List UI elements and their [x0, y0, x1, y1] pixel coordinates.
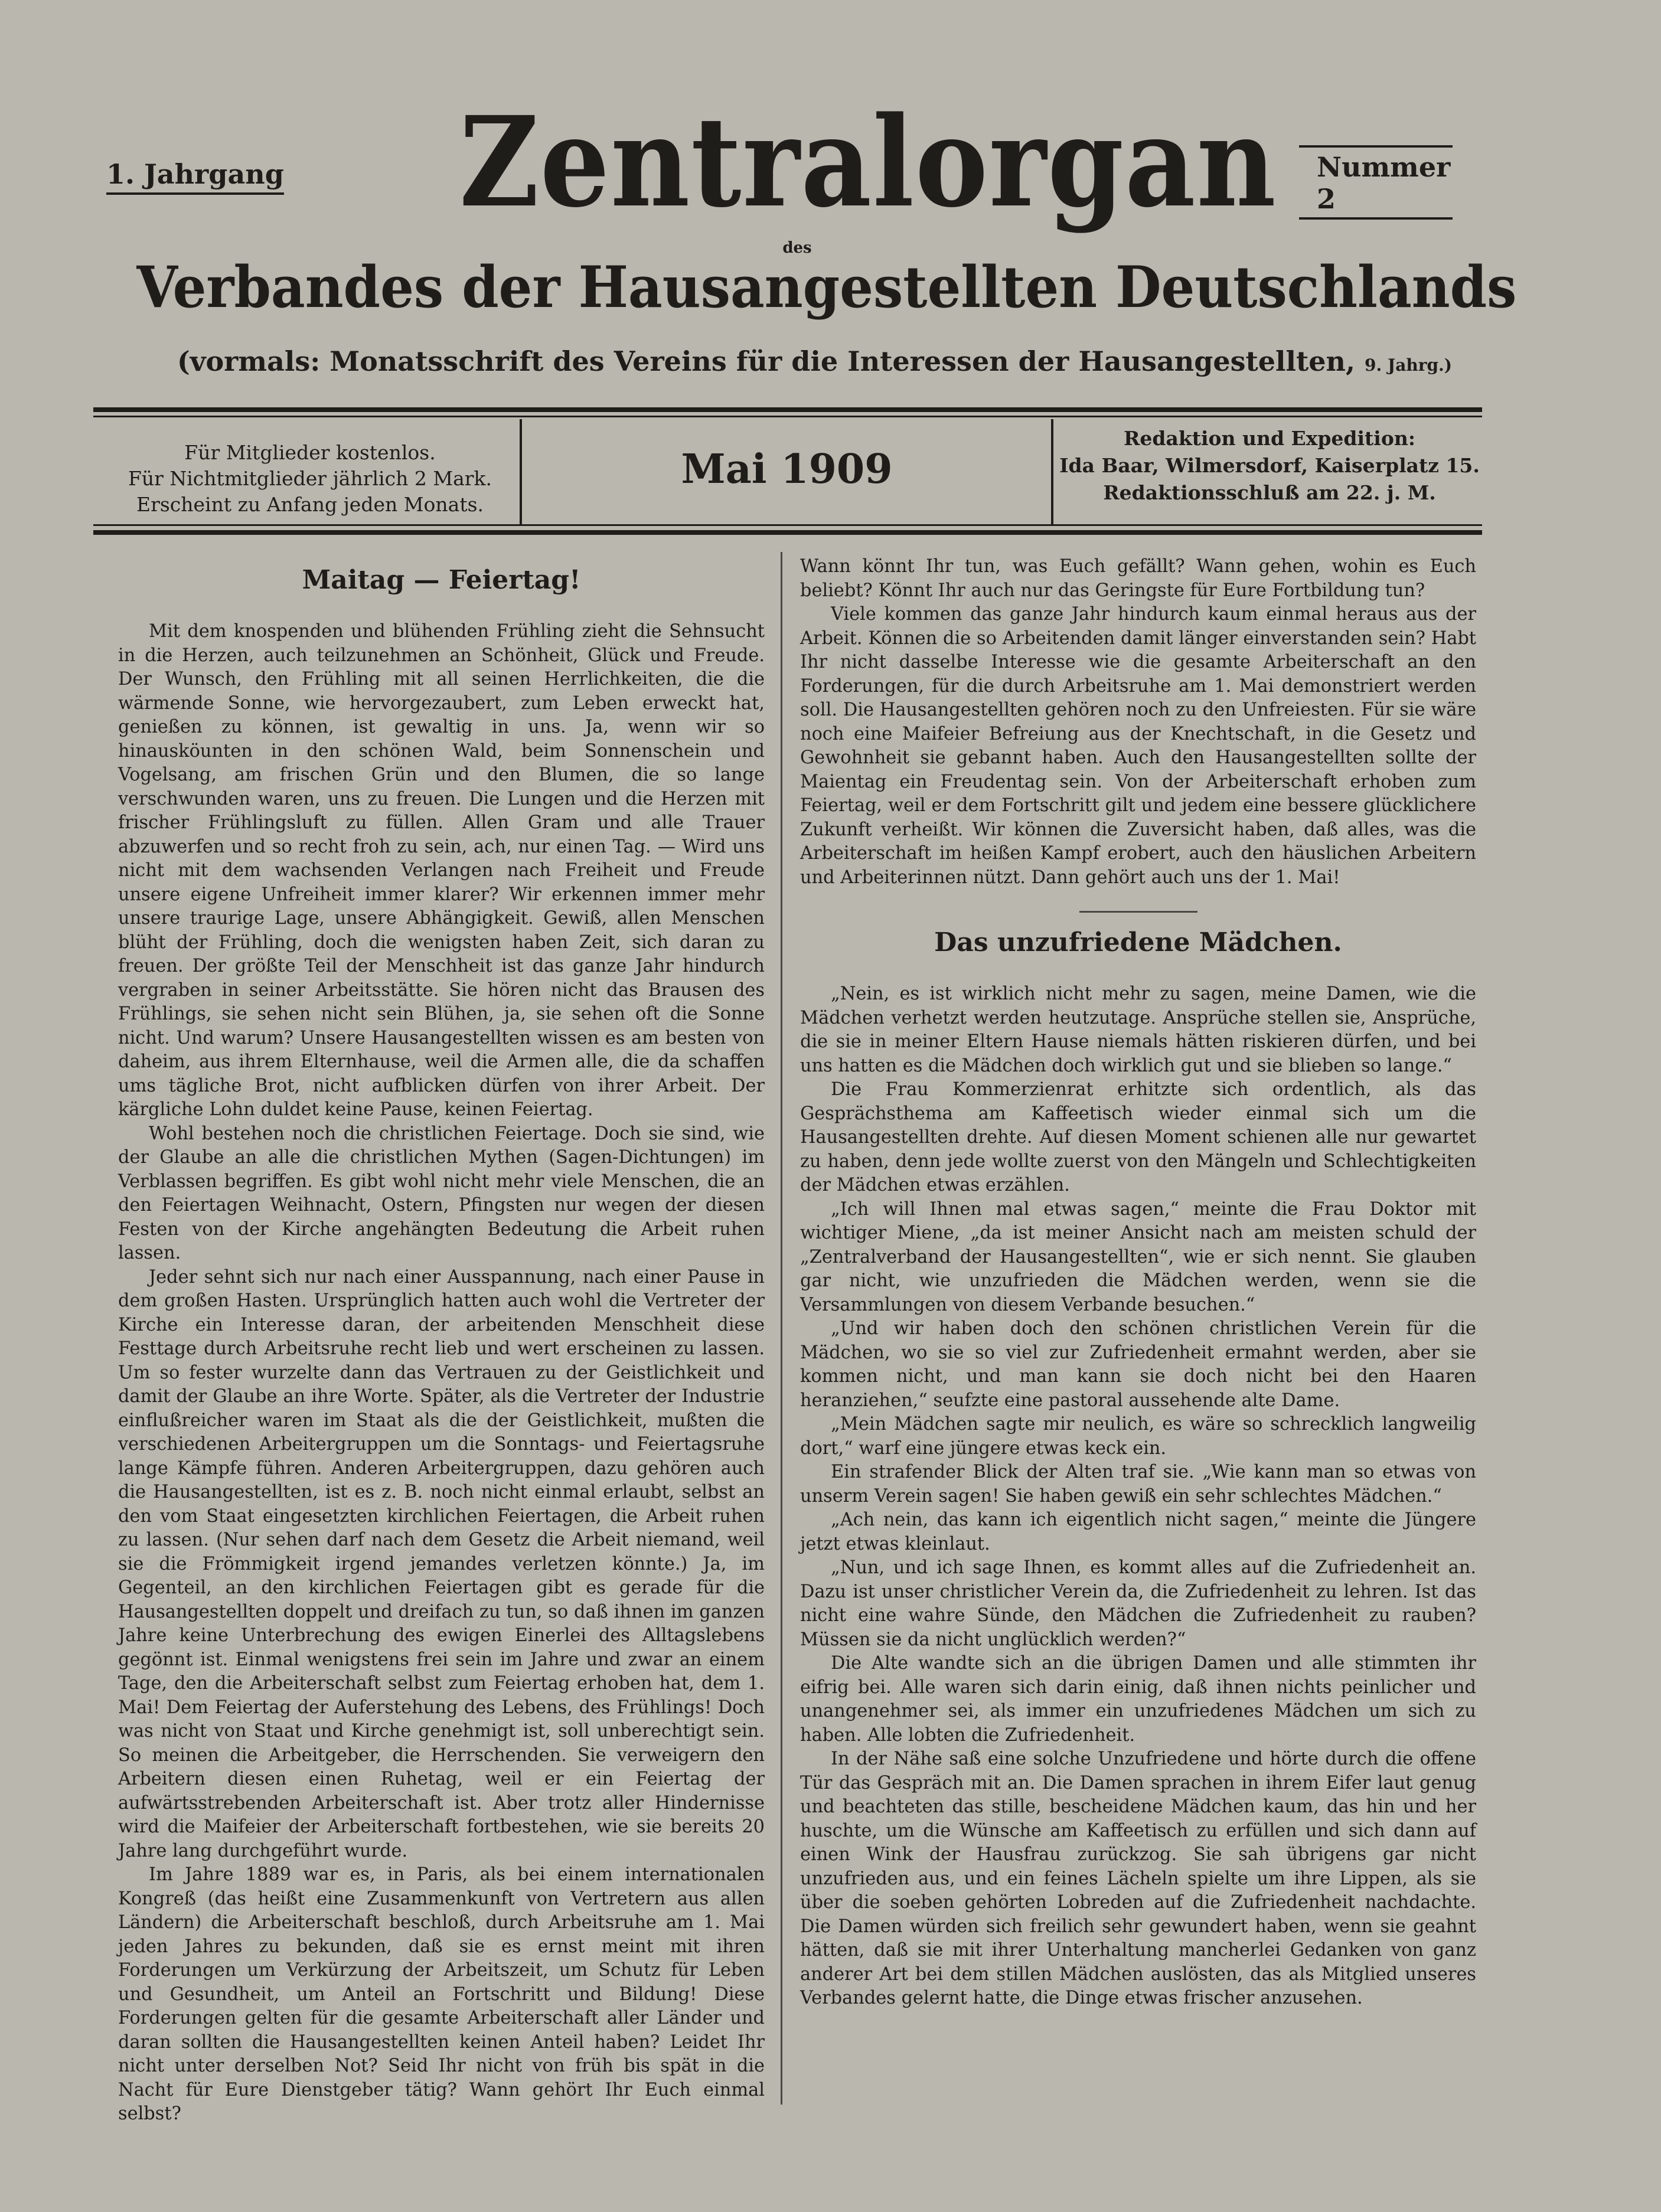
volume-label: 1. Jahrgang: [106, 158, 284, 195]
article-separator: [1079, 911, 1197, 913]
article-paragraph: „Nun, und ich sage Ihnen, es kommt alles auf die Zufriedenheit an. Dazu ist unser christlicher Verein da, die Zufriedenheit zu lehren. Ist das nicht eine wahre Sünde, den Mädchen die Zufriedenheit zu rauben? Müssen sie da nicht unglücklich werden?“: [800, 1557, 1476, 1650]
article-paragraph: Ein strafender Blick der Alten traf sie. „Wie kann man so etwas von unserm Verein sagen! Sie haben gewiß ein sehr schlechtes Mädchen.“: [800, 1462, 1476, 1507]
subscription-line: Für Mitglieder kostenlos.: [184, 441, 436, 464]
article-paragraph: „Ach nein, das kann ich eigentlich nicht sagen,“ meinte die Jüngere jetzt etwas kleinlaut.: [800, 1509, 1476, 1554]
subscription-line: Erscheint zu Anfang jeden Monats.: [136, 493, 484, 516]
subscription-info: [103, 440, 517, 518]
article-paragraph: Die Frau Kommerzienrat erhitzte sich ordentlich, als das Gesprächsthema am Kaffeetisch wieder einmal sich um die Hausangestellten drehte. Auf diesen Moment schienen alle nur gewartet zu haben, denn jede wollte zuerst von den Mängeln und Schlechtigkeiten der Mädchen etwas erzählen.: [800, 1079, 1476, 1195]
title-connector: des: [782, 239, 812, 257]
infobar-divider-left: [520, 419, 522, 524]
article-paragraph: Im Jahre 1889 war es, in Paris, als bei einem internationalen Kongreß (das heißt eine Zusammenkunft von Vertretern aus allen Ländern) die Arbeiterschaft beschloß, durch Arbeitsruhe am 1. Mai jeden Jahres zu bekunden, daß sie es ernst meint mit ihren Forderungen um Verkürzung der Arbeitszeit, um Schutz für Leben und Gesundheit, um Anteil an Fortschritt und Bildung! Diese Forderungen gelten für die gesamte Arbeiterschaft aller Länder und daran sollten die Hausangestellten keinen Anteil haben? Leidet Ihr nicht unter derselben Not? Seid Ihr nicht von früh bis spät in die Nacht für Eure Dienstgeber tätig? Wann gehört Ihr Euch einmal selbst?: [118, 1864, 765, 2124]
article-paragraph: „Ich will Ihnen mal etwas sagen,“ meinte die Frau Doktor mit wichtiger Miene, „da ist meiner Ansicht nach am meisten schuld der „Zentralverband der Hausangestellten“, wie er sich nennt. Sie glauben gar nicht, wie unzufrieden die Mädchen werden, wenn sie die Versammlungen von diesem Verbande besuchen.“: [800, 1198, 1476, 1315]
article-paragraph: „Nein, es ist wirklich nicht mehr zu sagen, meine Damen, wie die Mädchen verhetzt werden heutzutage. Ansprüche stellen sie, Ansprüche, die sie in meiner Eltern Hause niemals hätten riskieren dürfen, und bei uns hatten es die Mädchen doch wirklich gut und sie blieben so lange.“: [800, 984, 1476, 1076]
issue-number: Nummer 2: [1299, 145, 1453, 220]
subscription-line: Für Nichtmitglieder jährlich 2 Mark.: [128, 467, 492, 490]
article-paragraph: Die Alte wandte sich an die übrigen Damen und alle stimmten ihr eifrig bei. Alle waren sich darin einig, daß ihnen nichts peinlicher und unangenehmer sei, als immer ein unzufriedenes Mädchen um sich zu haben. Alle lobten die Zufriedenheit.: [800, 1653, 1476, 1746]
article-title: Maitag — Feiertag!: [302, 565, 581, 595]
infobar-bottom-rule: [93, 530, 1482, 535]
article-paragraph: Wann könnt Ihr tun, was Euch gefällt? Wann gehen, wohin es Euch beliebt? Könnt Ihr auch nur das Geringste für Eure Fortbildung tun?: [800, 556, 1476, 601]
newspaper-title: Zentralorgan: [459, 89, 1277, 235]
issue-date: Mai 1909: [681, 446, 893, 493]
article-paragraph: „Mein Mädchen sagte mir neulich, es wäre so schrecklich langweilig dort,“ warf eine jüngere etwas keck ein.: [800, 1414, 1476, 1459]
infobar-top-rule: [93, 407, 1482, 412]
article-paragraph: In der Nähe saß eine solche Unzufriedene und hörte durch die offene Tür das Gespräch mit an. Die Damen sprachen in ihrem Eifer laut genug und beachteten das stille, bescheidene Mädchen kaum, das hin und her huschte, um die Wünsche am Kaffeetisch zu erfüllen und sich dann auf einen Wink der Hausfrau zurückzog. Sie sah übrigens gar nicht unzufrieden aus, und ein feines Lächeln spielte um ihre Lippen, als sie über die soeben gehörten Lobreden auf die Zufriedenheit nachdachte. Die Damen würden sich freilich sehr gewundert haben, wenn sie geahnt hätten, daß sie mit ihrer Unterhaltung mancherlei Gedanken von ganz anderer Art bei dem stillen Mädchen auslösten, das als Mitglied unseres Verbandes gelernt hatte, die Dinge etwas frischer anzusehen.: [800, 1749, 1476, 2008]
article-paragraph: Jeder sehnt sich nur nach einer Ausspannung, nach einer Pause in dem großen Hasten. Ursprünglich hatten auch wohl die Vertreter der Kirche ein Interesse daran, der arbeitenden Menschheit diese Festtage durch Arbeitsruhe recht lieb und wert erscheinen zu lassen. Um so fester wurzelte dann das Vertrauen zu der Geistlichkeit und damit der Glaube an ihre Worte. Später, als die Vertreter der Industrie einflußreicher waren im Staat als die der Geistlichkeit, mußten die verschiedenen Arbeitergruppen um die Sonntags- und Feiertagsruhe lange Kämpfe führen. Anderen Arbeitergruppen, dazu gehören auch die Hausangestellten, ist es z. B. noch nicht einmal erlaubt, selbst an den vom Staat eingesetzten kirchlichen Feiertagen, die Arbeit ruhen zu lassen. (Nur sehen darf nach dem Gesetz die Arbeit niemand, weil sie die Frömmigkeit irgend jemandes verletzen könnte.) Ja, im Gegenteil, an den kirchlichen Feiertagen gibt es gerade für die Hausangestellten doppelt und dreifach zu tun, so daß ihnen im ganzen Jahre keine Unterbrechung des ewigen Einerlei des Alltagslebens gegönnt ist. Einmal wenigstens frei sein im Jahre und zwar an einem Tage, den die Arbeiterschaft selbst zum Feiertag erhoben hat, dem 1. Mai! Dem Feiertag der Auferstehung des Lebens, des Frühlings! Doch was nicht von Staat und Kirche genehmigt ist, soll unberechtigt sein. So meinen die Arbeitgeber, die Herrschenden. Sie verweigern den Arbeitern diesen einen Ruhetag, weil er ein Feiertag der aufwärtsstrebenden Arbeiterschaft ist. Aber trotz aller Hindernisse wird die Maifeier der Arbeiterschaft fortbestehen, wie sie bereits 20 Jahre lang durchgeführt wurde.: [118, 1266, 765, 1861]
article-paragraph: Viele kommen das ganze Jahr hindurch kaum einmal heraus aus der Arbeit. Können die so Arbeitenden damit länger einverstanden sein? Habt Ihr nicht dasselbe Interesse wie die gesamte Arbeiterschaft an den Forderungen, für die durch Arbeitsruhe am 1. Mai demonstriert werden soll. Die Hausangestellten gehören noch zu den Unfreiesten. Für sie wäre noch eine Maifeier Befreiung aus der Knechtschaft, in die Gesetz und Gewohnheit sie gebannt haben. Auch den Hausangestellten sollte der Maientag ein Freudentag sein. Von der Arbeiterschaft erhoben zum Feiertag, weil er dem Fortschritt gilt und jedem eine bessere glücklichere Zukunft verheißt. Wir können die Zuversicht haben, daß alles, was die Arbeiterschaft im heißen Kampf erobert, auch den häuslichen Arbeitern und Arbeiterinnen nützt. Dann gehört auch uns der 1. Mai!: [800, 604, 1476, 888]
left-column: [118, 555, 765, 2126]
infobar-top-rule-thin: [93, 416, 1482, 417]
article-paragraph: Mit dem knospenden und blühenden Frühling zieht die Sehnsucht in die Herzen, auch teilzunehmen an Schönheit, Glück und Freude. Der Wunsch, den Frühling mit all seinen Herrlichkeiten, die die wärmende Sonne, wie hervorgezaubert, zum Leben erweckt hat, genießen zu können, ist gewaltig in uns. Ja, wenn wir so hinausköunten in den schönen Wald, beim Sonnenschein und Vogelsang, am frischen Grün und den Blumen, die so lange verschwunden waren, uns zu freuen. Die Lungen und die Herzen mit frischer Frühlingsluft zu füllen. Allen Gram und alle Trauer abzuwerfen und so recht froh zu sein, ach, nur einen Tag. — Wird uns nicht mit dem wachsenden Verlangen nach Freiheit und Freude unsere eigene Unfreiheit immer klarer? Wir erkennen immer mehr unsere traurige Lage, unsere Abhängigkeit. Gewiß, allen Menschen blüht der Frühling, doch die wenigsten haben Zeit, sich daran zu freuen. Der größte Teil der Menschheit ist das ganze Jahr hindurch vergraben in seiner Arbeitsstätte. Sie hören nicht das Brausen des Frühlings, sie sehen nicht sein Blühen, ja, sie sehen oft die Sonne nicht. Und warum? Unsere Hausangestellten wissen es am besten von daheim, aus ihrem Elternhause, weil die Armen alle, die da schaffen ums tägliche Brot, nicht aufblicken dürfen von ihrer Arbeit. Der kärgliche Lohn duldet keine Pause, keinen Feiertag.: [118, 621, 765, 1120]
infobar-bottom-rule-thin: [93, 524, 1482, 526]
column-divider: [781, 552, 782, 2105]
right-column: [800, 555, 1476, 2011]
infobar-divider-right: [1051, 419, 1053, 524]
article-paragraph: „Und wir haben doch den schönen christlichen Verein für die Mädchen, wo sie so viel zur Zufriedenheit ermahnt werden, aber sie kommen nicht, und man kann sie doch nicht bei den Haaren heranziehen,“ seufzte eine pastoral aussehende alte Dame.: [800, 1318, 1476, 1411]
editorial-info: [1057, 425, 1482, 507]
editorial-line: Ida Baar, Wilmersdorf, Kaiserplatz 15.: [1059, 454, 1480, 477]
newspaper-subtitle: Verbandes der Hausangestellten Deutschlands: [136, 254, 1517, 321]
editorial-line: Redaktion und Expedition:: [1123, 427, 1416, 450]
editorial-line: Redaktionsschluß am 22. j. M.: [1103, 481, 1436, 504]
former-name: (vormals: Monatsschrift des Vereins für die Interessen der Hausangestellten,: [177, 345, 1355, 377]
former-year: 9. Jahrg.): [1365, 355, 1453, 375]
article-paragraph: Wohl bestehen noch die christlichen Feiertage. Doch sie sind, wie der Glaube an alle die christlichen Mythen (Sagen-Dichtungen) im Verblassen begriffen. Es gibt wohl nicht mehr viele Menschen, die an den Feiertagen Weihnacht, Ostern, Pfingsten nur wegen der diesen Festen von der Kirche angehängten Bedeutung die Arbeit ruhen lassen.: [118, 1123, 765, 1263]
article-title: Das unzufriedene Mädchen.: [934, 927, 1342, 958]
former-name-line: [177, 345, 1453, 377]
